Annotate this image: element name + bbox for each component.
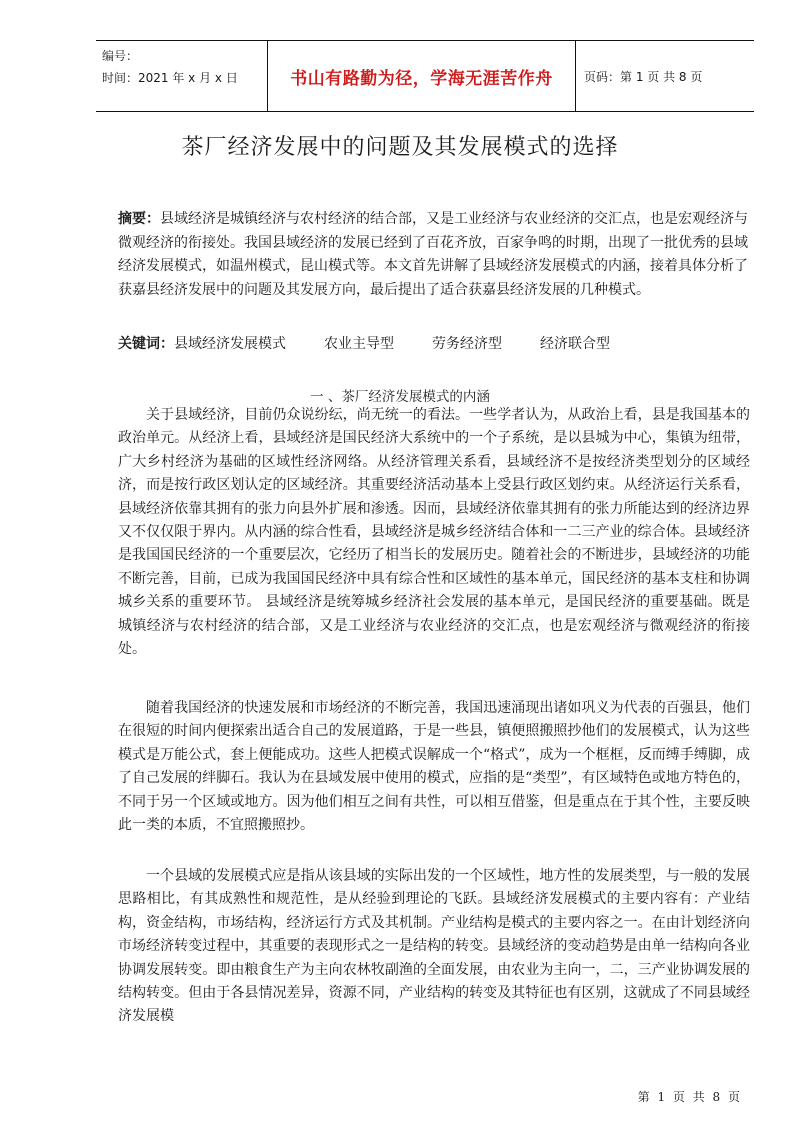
keywords-block	[118, 333, 748, 353]
section-heading: 一 、茶厂经济发展模式的内涵	[310, 389, 490, 405]
header-meta-cell	[96, 41, 268, 111]
document-time-label: 时间：2021 年 x 月 x 日	[102, 71, 238, 85]
abstract-label: 摘要：	[118, 211, 160, 227]
abstract-block	[118, 208, 748, 302]
keyword-term: 经济联合型	[540, 336, 610, 352]
body-paragraph: 关于县域经济，目前仍众说纷纭，尚无统一的看法。一些学者认为，从政治上看，县是我国基本的政治单元。从经济上看，县域经济是国民经济大系统中的一个子系统，是以县城为中心，集镇为纽带，广大乡村经济为基础的区域性经济网络。从经济管理关系看，县域经济不是按经济类型划分的区域经济，而是按行政区划认定的区域经济。其重要经济活动基本上受县行政区划约束。从经济运行关系看，县域经济依靠其拥有的张力向县外扩展和渗透。因而，县域经济依靠其拥有的张力所能达到的经济边界又不仅仅限于界内。从内涵的综合性看，县域经济是城乡经济结合体和一二三产业的综合体。县域经济是我国国民经济的一个重要层次，它经历了相当长的发展历史。随着社会的不断进步，县域经济的功能不断完善，目前，已成为我国国民经济中具有综合性和区域性的基本单元，国民经济的基本支柱和协调城乡关系的重要环节。 县域经济是统筹城乡经济社会发展的基本单元，是国民经济的重要基础。既是城镇经济与农村经济的结合部，又是工业经济与农业经济的交汇点，也是宏观经济与微观经济的衔接处。	[118, 407, 750, 658]
keyword-term: 劳务经济型	[432, 336, 502, 352]
header-table	[96, 40, 754, 112]
body-paragraph: 随着我国经济的快速发展和市场经济的不断完善，我国迅速涌现出诸如巩义为代表的百强县，他们在很短的时间内便探索出适合自己的发展道路，于是一些县，镇便照搬照抄他们的发展模式，认为这些模式是万能公式，套上便能成功。这些人把模式误解成一个“格式”，成为一个框框，反而缚手缚脚，成了自己发展的绊脚石。我认为在县域发展中使用的模式，应指的是“类型”，有区域特色或地方特色的，不同于另一个区域或地方。因为他们相互之间有共性，可以相互借鉴，但是重点在于其个性，主要反映此一类的本质，不宜照搬照抄。	[118, 700, 750, 834]
body-paragraph: 一个县域的发展模式应是指从该县域的实际出发的一个区域性，地方性的发展类型，与一般的发展思路相比，有其成熟性和规范性，是从经验到理论的飞跃。县域经济发展模式的主要内容有：产业结构，资金结构，市场结构，经济运行方式及其机制。产业结构是模式的主要内容之一。在由计划经济向市场经济转变过程中，其重要的表现形式之一是结构的转变。县域经济的变动趋势是由单一结构向各业协调发展转变。即由粮食生产为主向农林牧副渔的全面发展，由农业为主向一，二，三产业协调发展的结构转变。但由于各县情况差异，资源不同，产业结构的转变及其特征也有区别，这就成了不同县域经济发展模	[118, 868, 750, 1025]
motto-text: 书山有路勤为径，学海无涯苦作舟	[290, 68, 553, 89]
keyword-term: 农业主导型	[324, 336, 394, 352]
header-motto-cell	[268, 41, 576, 111]
page-footer: 第 1 页 共 8 页	[637, 1090, 742, 1104]
document-title: 茶厂经济发展中的问题及其发展模式的选择	[181, 135, 619, 160]
abstract-text: 县域经济是城镇经济与农村经济的结合部，又是工业经济与农业经济的交汇点，也是宏观经济与微观经济的衔接处。我国县域经济的发展已经到了百花齐放，百家争鸣的时期，出现了一批优秀的县域经济发展模式，如温州模式，昆山模式等。本文首先讲解了县域经济发展模式的内涵，接着具体分析了获嘉县经济发展中的问题及其发展方向，最后提出了适合获嘉县经济发展的几种模式。	[118, 211, 748, 298]
header-page-cell	[576, 41, 754, 111]
keywords-label: 关键词：	[118, 336, 174, 352]
document-number-label: 编号：	[102, 49, 139, 63]
keyword-term: 县域经济发展模式	[174, 336, 286, 352]
page-count-label: 页码：第 1 页 共 8 页	[584, 69, 703, 84]
